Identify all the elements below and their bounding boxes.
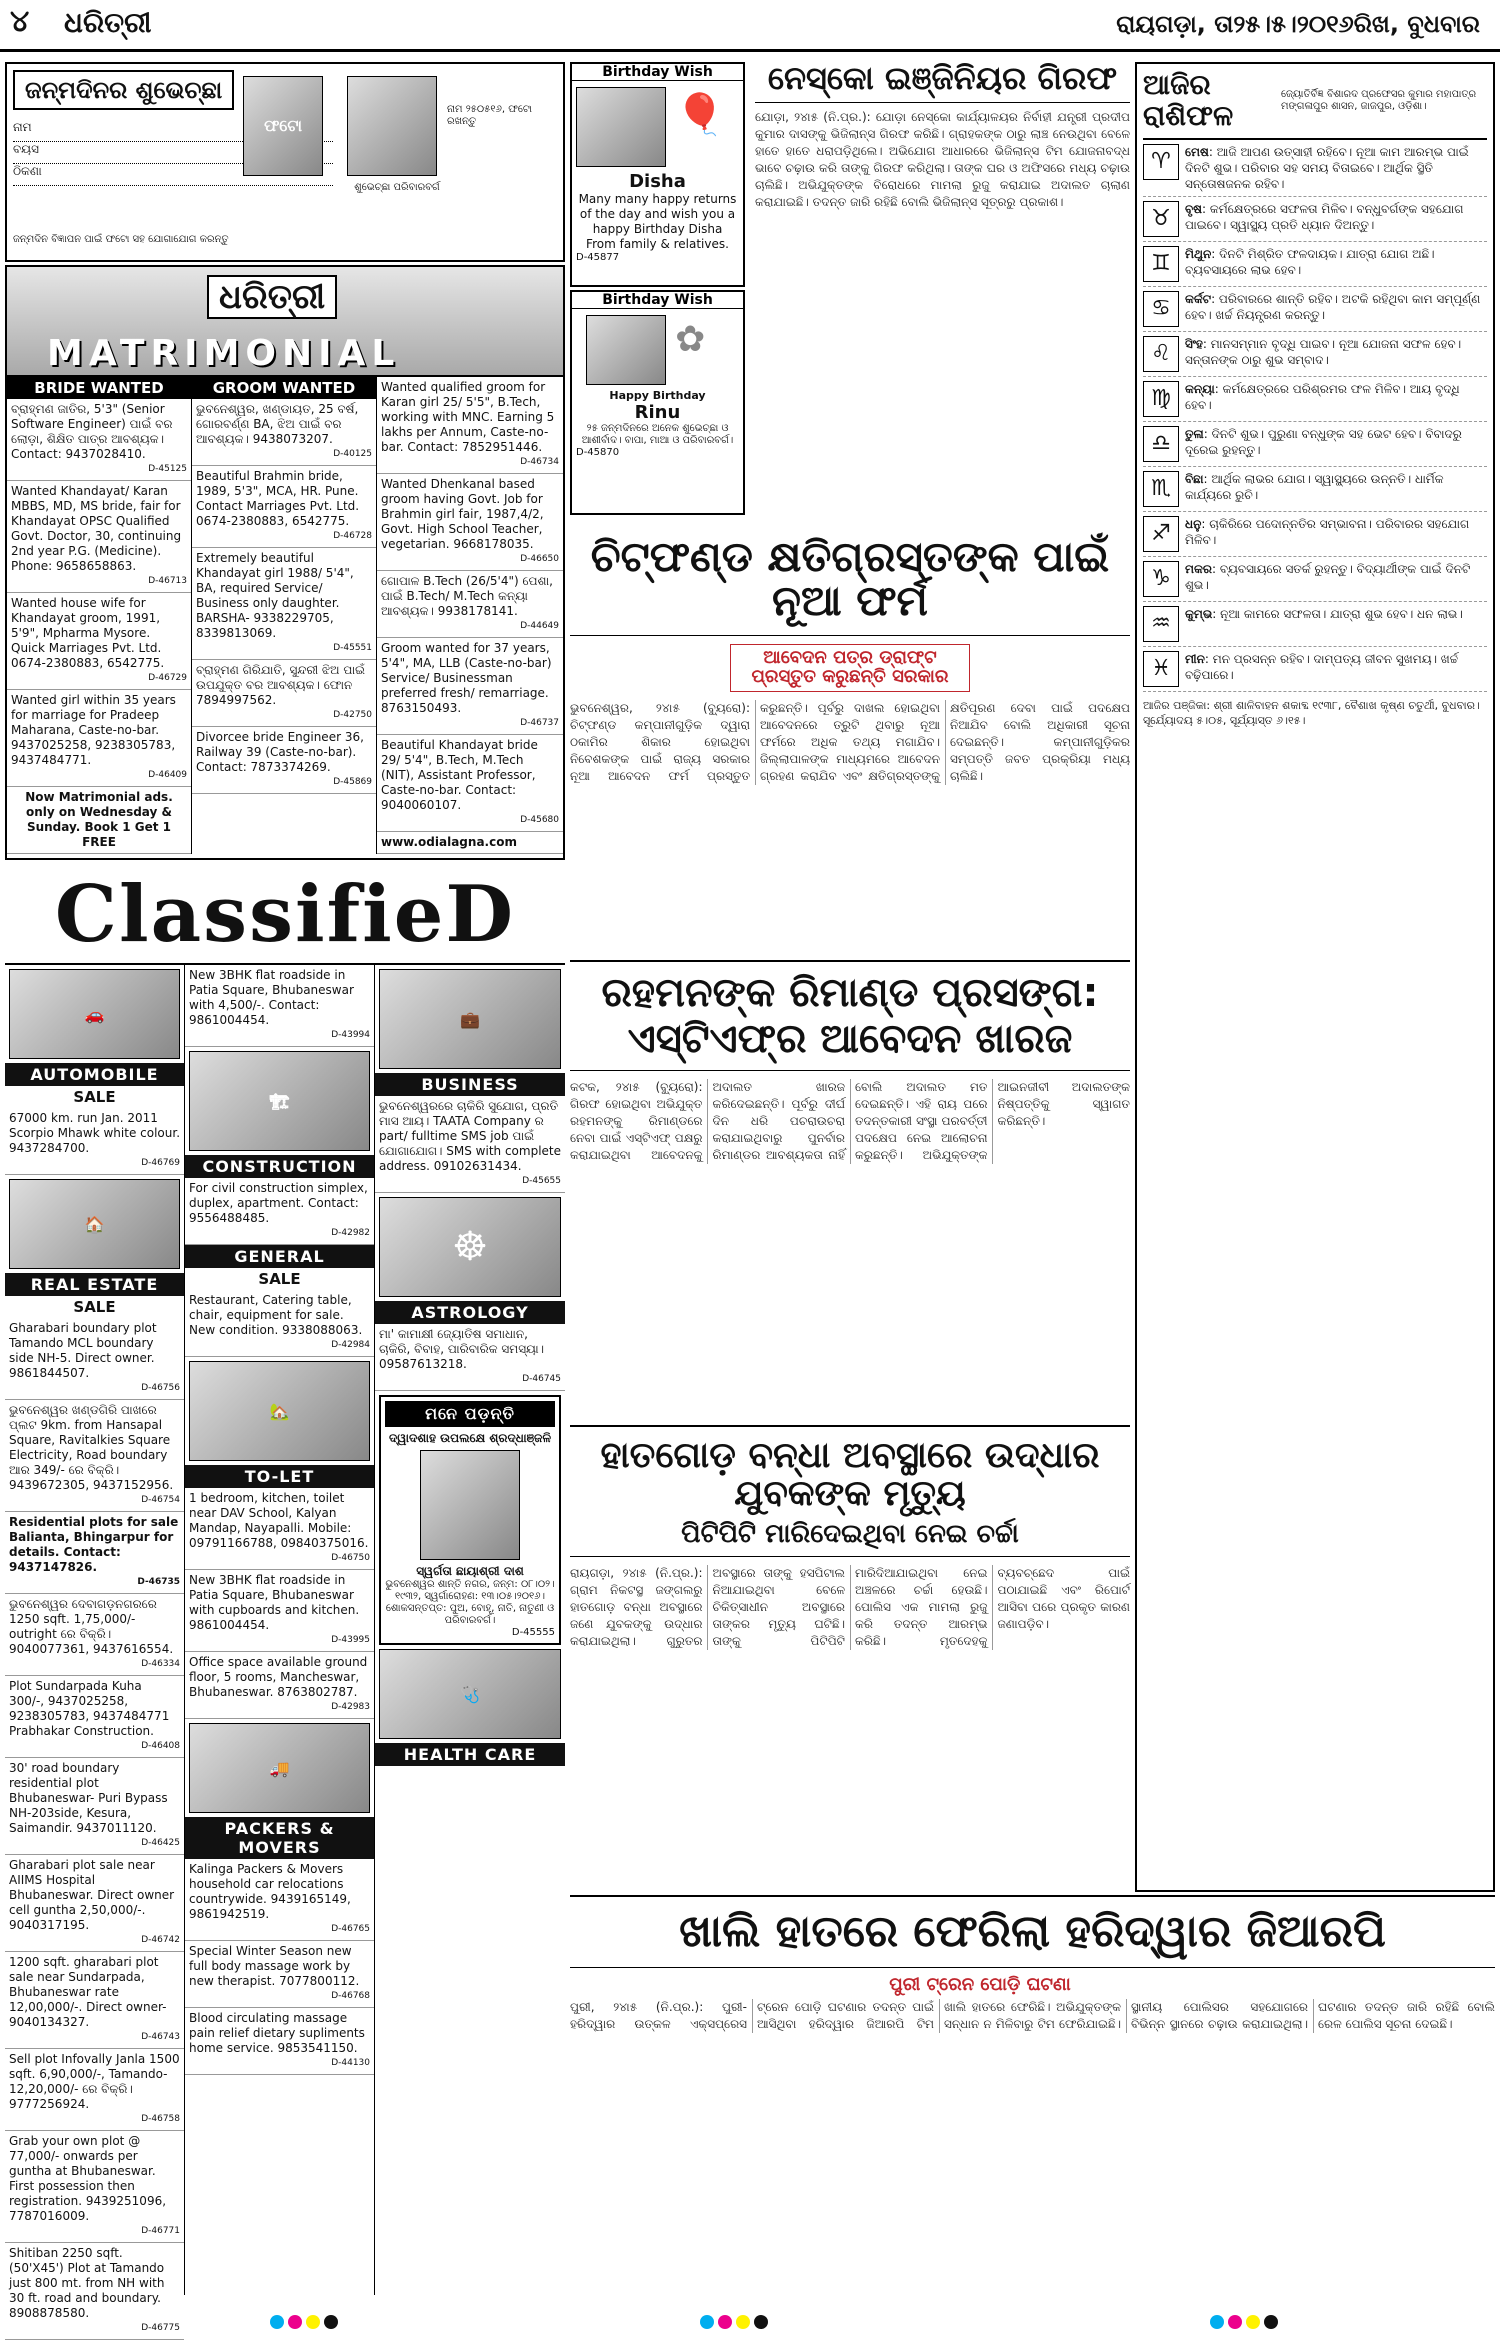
zodiac-symbol-icon: ♏ (1143, 471, 1179, 507)
zodiac-sign-row (1143, 557, 1487, 602)
article-body: ଭୁବନେଶ୍ୱର, ୨୪ା୫ (ବ୍ୟୁରୋ): ଚିଟ୍‌ଫଣ୍ଡ କମ୍ପାନୀଗୁଡ଼ିକ ଦ୍ୱାରା ଠକାମିର ଶିକାର ହୋଇଥିବା ନିବେଶକଙ୍କ ପାଇଁ ରାଜ୍ୟ ସରକାର ନୂଆ ଆବେଦନ ଫର୍ମ ପ୍ରସ୍ତୁତ କରୁଛନ୍ତି। ପୂର୍ବରୁ ଦାଖଲ ହୋଇଥିବା ଆବେଦନରେ ତ୍ରୁଟି ଥିବାରୁ ନୂଆ ଫର୍ମରେ ଅଧିକ ତଥ୍ୟ ମଗାଯିବ। ଜିଲ୍ଲାପାଳଙ୍କ ମାଧ୍ୟମରେ ଆବେଦନ ଗ୍ରହଣ କରାଯିବ ଏବଂ କ୍ଷତିଗ୍ରସ୍ତଙ୍କୁ କ୍ଷତିପୂରଣ ଦେବା ପାଇଁ ପଦକ୍ଷେପ ନିଆଯିବ ବୋଲି ଅଧିକାରୀ ସୂଚନା ଦେଇଛନ୍ତି। କମ୍ପାନୀଗୁଡ଼ିକର ସମ୍ପତ୍ତି ଜବତ ପ୍ରକ୍ରିୟା ମଧ୍ୟ ଚାଲିଛି। (570, 700, 1130, 783)
rashiphala-section (1135, 62, 1495, 1892)
matrimonial-ad: Beautiful Brahmin bride, 1989, 5'3", MCA, HR. Pune. Contact Marriages Pvt. Ltd. 0674-2380883, 6542775. D-46728 (192, 466, 376, 548)
rashiphala-header (1143, 70, 1487, 140)
classified-ad: Blood circulating massage pain relief dietary supliments home service. 9853541150. D-44130 (185, 2008, 374, 2075)
car-image: 🚗 (9, 969, 180, 1059)
zodiac-sign-row (1143, 512, 1487, 557)
classified-ad: Grab your own plot @ 77,000/- onwards per guntha at Bhubaneswar. First possession then registration. 9439251096, 7787016009. D-46771 (5, 2131, 184, 2243)
zodiac-prediction: ମନ ପ୍ରସନ୍ନ ରହିବ। ଦାମ୍ପତ୍ୟ ଜୀବନ ସୁଖମୟ। ଖର୍ଚ୍ଚ ବଢ଼ିପାରେ। (1185, 651, 1459, 682)
birthday-form-photo-label: ଶୁଭେଚ୍ଛା ପରିବାରବର୍ଗ (354, 182, 440, 193)
matrimonial-ad: Wanted house wife for Khandayat groom, 1991, 5'9", Mpharma Mysore. Quick Marriages Pvt. Ltd. 0674-2380883, 6542775. D-46729 (7, 593, 191, 690)
bride-wanted-heading: BRIDE WANTED (7, 377, 191, 399)
classified-column-3 (375, 965, 565, 2295)
truck-image: 🚚 (189, 1723, 370, 1813)
zodiac-text: ମୀନ: ମନ ପ୍ରସନ୍ନ ରହିବ। ଦାମ୍ପତ୍ୟ ଜୀବନ ସୁଖମୟ। ଖର୍ଚ୍ଚ ବଢ଼ିପାରେ। (1185, 651, 1459, 682)
matrimonial-section (5, 265, 565, 860)
zodiac-name: ସିଂହ (1185, 336, 1203, 351)
matrimonial-title: MATRIMONIAL (47, 333, 401, 374)
matrimonial-website[interactable]: www.odialagna.com (377, 832, 563, 854)
zodiac-sign-row (1143, 287, 1487, 332)
obituary-text: ଭୁବନେଶ୍ୱର ଶାନ୍ତି ନଗର, ଜନ୍ମ: ୦୮।୦୨।୧୯୩୨, ସ୍ୱର୍ଗାରୋହଣ: ୧୩।୦୫।୨୦୧୬। ଶୋକସନ୍ତପ୍ତ: ପୁଅ, ବୋହୂ, ନାତି, ନାତୁଣୀ ଓ ପରିବାରବର୍ଗ। (385, 1579, 555, 1626)
article-chitfund-form (570, 525, 1130, 955)
page-number: ୪ (10, 4, 30, 39)
category-business: BUSINESS (375, 1073, 565, 1096)
zodiac-prediction: ମାନସମ୍ମାନ ବୃଦ୍ଧି ପାଇବ। ନୂଆ ଯୋଜନା ସଫଳ ହେବ। ସନ୍ତାନଙ୍କ ଠାରୁ ଶୁଭ ସମ୍ବାଦ। (1185, 336, 1462, 367)
zodiac-prediction: କର୍ମକ୍ଷେତ୍ରରେ ସଫଳତା ମିଳିବ। ବନ୍ଧୁବର୍ଗଙ୍କ ସହଯୋଗ ପାଇବେ। ସ୍ୱାସ୍ଥ୍ୟ ପ୍ରତି ଧ୍ୟାନ ଦିଅନ୍ତୁ। (1185, 201, 1464, 232)
zodiac-text: ମେଷ: ଆଜି ଆପଣ ଉତ୍ସାହୀ ରହିବେ। ନୂଆ କାମ ଆରମ୍ଭ ପାଇଁ ଦିନଟି ଶୁଭ। ପରିବାର ସହ ସମୟ ବିତାଇବେ। ଆର୍ଥିକ ସ୍ଥିତି ସନ୍ତୋଷଜନକ ରହିବ। (1185, 144, 1469, 191)
article-subheadline: ପିଟିପିଟି ମାରିଦେଇଥିବା ନେଇ ଚର୍ଚ୍ଚା (570, 1513, 1130, 1557)
category-real-estate: REAL ESTATE (5, 1273, 184, 1296)
zodiac-symbol-icon: ♉ (1143, 201, 1179, 237)
birthday-wish-code: D-45870 (576, 447, 620, 458)
birthday-wish-header: Birthday Wish (572, 64, 743, 81)
zodiac-symbol-icon: ♈ (1143, 144, 1179, 180)
category-construction: CONSTRUCTION (185, 1155, 374, 1178)
birthday-wish-photo (586, 315, 666, 385)
zodiac-prediction: ଆଜି ଆପଣ ଉତ୍ସାହୀ ରହିବେ। ନୂଆ କାମ ଆରମ୍ଭ ପାଇଁ ଦିନଟି ଶୁଭ। ପରିବାର ସହ ସମୟ ବିତାଇବେ। ଆର୍ଥିକ ସ୍ଥିତି ସନ୍ତୋଷଜନକ ରହିବ। (1185, 144, 1469, 191)
zodiac-name: ବିଛା (1185, 471, 1204, 486)
zodiac-name: କୁମ୍ଭ (1185, 606, 1213, 621)
category-automobile: AUTOMOBILE (5, 1063, 184, 1086)
birthday-wish-code: D-45877 (576, 252, 620, 263)
zodiac-symbol-icon: ♒ (1143, 606, 1179, 642)
briefcase-image: 💼 (379, 969, 561, 1069)
classified-ad: For civil construction simplex, duplex, apartment. Contact: 9556488485. D-42982 (185, 1178, 374, 1245)
house-image: 🏡 (189, 1361, 370, 1461)
matrimonial-ad: ଗୋପାଳ B.Tech (26/5'4") ପେଶା, ପାଇଁ B.Tech/ M.Tech କନ୍ୟା ଆବଶ୍ୟକ। 9938178141. D-44649 (377, 571, 563, 638)
page-header (0, 0, 1500, 52)
classified-ad: New 3BHK flat roadside in Patia Square, Bhubaneswar with cupboards and kitchen. 9861004454. D-43995 (185, 1570, 374, 1652)
zodiac-name: ମକର (1185, 561, 1212, 576)
matrimonial-footer-note: Now Matrimonial ads. only on Wednesday & Sunday. Book 1 Get 1 FREE (7, 787, 191, 854)
birthday-wish-message: ୨୫ ଜନ୍ମଦିନରେ ଅନେକ ଶୁଭେଚ୍ଛା ଓ ଆଶୀର୍ବାଦ। ବାପା, ମାଆ ଓ ପରିବାରବର୍ଗ। (581, 423, 734, 446)
article-haridwar-grp (570, 1895, 1495, 2295)
obituary-heading: ମନେ ପଡ଼ନ୍ତି (385, 1401, 555, 1427)
zodiac-symbol-icon: ♌ (1143, 336, 1179, 372)
zodiac-prediction: ପରିବାରରେ ଶାନ୍ତି ରହିବ। ଅଟକି ରହିଥିବା କାମ ସମ୍ପୂର୍ଣ୍ଣ ହେବ। ଖର୍ଚ୍ଚ ନିୟନ୍ତ୍ରଣ କରନ୍ତୁ। (1185, 291, 1481, 322)
birthday-wish-2 (570, 290, 745, 515)
sale-label: SALE (73, 1088, 116, 1106)
zodiac-name: ବୃଷ (1185, 201, 1203, 216)
zodiac-symbol-icon: ♑ (1143, 561, 1179, 597)
birthday-wish-1 (570, 62, 745, 287)
article-youth-death (570, 1425, 1130, 1885)
registration-dot-magenta (288, 2315, 302, 2329)
flower-icon: ✿ (675, 319, 706, 360)
registration-dot-cyan (270, 2315, 284, 2329)
classified-ad: ଭୁବନେଶ୍ୱର ଖଣ୍ଡଗିରି ପାଖରେ ପ୍ଲଟ 9km. from Hansapal Square, Ravitalkies Square Electricity, Road boundary ଆର 349/- ରେ ବିକ୍ରି। 9439672305, 9437152956. D-46754 (5, 1400, 184, 1512)
dateline: ରାୟଗଡ଼ା, ତା୨୫।୫।୨୦୧୬ରିଖ, ବୁଧବାର (1116, 10, 1480, 38)
zodiac-sign-row (1143, 647, 1487, 692)
groom-wanted-column (192, 377, 377, 854)
zodiac-text: ବୃଷ: କର୍ମକ୍ଷେତ୍ରରେ ସଫଳତା ମିଳିବ। ବନ୍ଧୁବର୍ଗଙ୍କ ସହଯୋଗ ପାଇବେ। ସ୍ୱାସ୍ଥ୍ୟ ପ୍ରତି ଧ୍ୟାନ ଦିଅନ୍ତୁ। (1185, 201, 1464, 232)
zodiac-list (1143, 140, 1487, 692)
article-body: ରାୟଗଡ଼ା, ୨୪ା୫ (ନି.ପ୍ର.): ଗ୍ରାମ ନିକଟସ୍ଥ ଜଙ୍ଗଲରୁ ହାତଗୋଡ଼ ବନ୍ଧା ଅବସ୍ଥାରେ ଜଣେ ଯୁବକଙ୍କୁ ଉଦ୍ଧାର କରାଯାଇଥିଲା। ଗୁରୁତର ଅବସ୍ଥାରେ ତାଙ୍କୁ ହସପିଟାଲ ନିଆଯାଇଥିବା ବେଳେ ଚିକିତ୍ସାଧୀନ ଅବସ୍ଥାରେ ତାଙ୍କର ମୃତ୍ୟୁ ଘଟିଛି। ତାଙ୍କୁ ପିଟିପିଟି ମାରିଦିଆଯାଇଥିବା ନେଇ ଅଞ୍ଚଳରେ ଚର୍ଚ୍ଚା ହେଉଛି। ପୋଲିସ ଏକ ମାମଲା ରୁଜୁ କରି ତଦନ୍ତ ଆରମ୍ଭ କରିଛି। ମୃତଦେହକୁ ବ୍ୟବଚ୍ଛେଦ ପାଇଁ ପଠାଯାଇଛି ଏବଂ ରିପୋର୍ଟ ଆସିବା ପରେ ପ୍ରକୃତ କାରଣ ଜଣାପଡ଼ିବ। (570, 1565, 1130, 1648)
zodiac-text: କନ୍ୟା: କର୍ମକ୍ଷେତ୍ରରେ ପରିଶ୍ରମର ଫଳ ମିଳିବ। ଆୟ ବୃଦ୍ଧି ହେବ। (1185, 381, 1460, 412)
matrimonial-right-column (377, 377, 563, 854)
article-headline: ନେସ୍କୋ ଇଞ୍ଜିନିୟର ଗିରଫ (755, 62, 1130, 103)
classified-ad: New 3BHK flat roadside in Patia Square, Bhubaneswar with 4,500/-. Contact: 9861004454. D-43994 (185, 965, 374, 1047)
article-headline: ହାତଗୋଡ଼ ବନ୍ଧା ଅବସ୍ଥାରେ ଉଦ୍ଧାର ଯୁବକଙ୍କ ମୃତ୍ୟୁ (600, 1435, 1100, 1514)
sale-label: SALE (73, 1298, 116, 1316)
zodiac-prediction: ବ୍ୟବସାୟରେ ସତର୍କ ରୁହନ୍ତୁ। ବିଦ୍ୟାର୍ଥୀଙ୍କ ପାଇଁ ଦିନଟି ଶୁଭ। (1185, 561, 1471, 592)
birthday-wish-name: Disha (629, 171, 686, 192)
rashiphala-title: ଆଜିର ରାଶିଫଳ (1143, 68, 1234, 132)
birthday-wish-greeting: Happy Birthday (609, 389, 706, 402)
matrimonial-ad: Wanted Khandayat/ Karan MBBS, MD, MS bride, fair for Khandayat OPSC Qualified Govt. Doctor, 30, continuing 2nd year P.G. (Medicine). Phone: 9658658863. D-46713 (7, 481, 191, 593)
registration-dot-black (754, 2315, 768, 2329)
classified-ad: Sell plot Infovally Janla 1500 sqft. 6,90,000/-, Tamando- 12,20,000/- ରେ ବିକ୍ରି। 9777256924. D-46758 (5, 2049, 184, 2131)
obituary-subheading: ଦ୍ୱାଦଶାହ ଉପଲକ୍ଷେ ଶ୍ରଦ୍ଧାଞ୍ଜଳି (388, 1431, 552, 1445)
bride-wanted-column (7, 377, 192, 854)
zodiac-text: କର୍କଟ: ପରିବାରରେ ଶାନ୍ତି ରହିବ। ଅଟକି ରହିଥିବା କାମ ସମ୍ପୂର୍ଣ୍ଣ ହେବ। ଖର୍ଚ୍ଚ ନିୟନ୍ତ୍ରଣ କରନ୍ତୁ। (1185, 291, 1481, 322)
birthday-form-photo-caption: ନାମ ୨୫୦୫୧୬, ଫଟୋ ରଖନ୍ତୁ (447, 104, 533, 127)
obituary-code: D-45555 (511, 1627, 555, 1638)
classified-title: ClassifieD (5, 865, 565, 965)
registration-dot-black (1264, 2315, 1278, 2329)
birthday-wish-header: Birthday Wish (572, 292, 743, 309)
matrimonial-ad: ବ୍ରାହ୍ମଣ ଗିରିଯାତି, ସୁନ୍ଦରୀ ଝିଅ ପାଇଁ ଉପଯୁକ୍ତ ବର ଆବଶ୍ୟକ। ଫୋନ 7894997562. D-42750 (192, 660, 376, 727)
zodiac-text: ତୁଳା: ଦିନଟି ଶୁଭ। ପୁରୁଣା ବନ୍ଧୁଙ୍କ ସହ ଭେଟ ହେବ। ବିବାଦରୁ ଦୂରେଇ ରୁହନ୍ତୁ। (1185, 426, 1462, 457)
zodiac-sign-row (1143, 140, 1487, 197)
classified-ad: Kalinga Packers & Movers household car relocations countrywide. 9439165149, 9861942519. D-46765 (185, 1859, 374, 1941)
classified-ad: 30' road boundary residential plot Bhubaneswar- Puri Bypass NH-203side, Kesura, Saimandir. 9437011120. D-46425 (5, 1758, 184, 1855)
classified-ad: Plot Sundarpada Kuha 300/-, 9437025258, 9238305783, 9437484771 Prabhakar Construction. D-46408 (5, 1676, 184, 1758)
zodiac-wheel-image: ☸ (379, 1197, 561, 1297)
article-subheadline: ଆବେଦନ ପତ୍ର ଡ୍ରାଫ୍ଟ ପ୍ରସ୍ତୁତ କରୁଛନ୍ତି ସରକାର (730, 644, 970, 692)
birthday-form-note: ଜନ୍ମଦିନ ବିଜ୍ଞାପନ ପାଇଁ ଫଟୋ ସହ ଯୋଗାଯୋଗ କରନ୍ତୁ (13, 234, 229, 245)
zodiac-sign-row (1143, 377, 1487, 422)
print-registration-marks (0, 2310, 1500, 2335)
article-headline: ଚିଟ୍‌ଫଣ୍ଡ କ୍ଷତିଗ୍ରସ୍ତଙ୍କ ପାଇଁ ନୂଆ ଫର୍ମ (570, 525, 1130, 636)
zodiac-text: ଧନୁ: ଚାକିରିରେ ପଦୋନ୍ନତିର ସମ୍ଭାବନା। ପରିବାରର ସହଯୋଗ ମିଳିବ। (1185, 516, 1470, 547)
zodiac-sign-row (1143, 467, 1487, 512)
zodiac-sign-row (1143, 197, 1487, 242)
category-to-let: TO-LET (185, 1465, 374, 1488)
birthday-wish-message: Many many happy returns of the day and wish you a happy Birthday Disha From family & relatives. (578, 192, 737, 251)
category-packers-movers: PACKERS & MOVERS (185, 1817, 374, 1859)
matrimonial-ad: Beautiful Khandayat bride 29/ 5'4", B.Tech, M.Tech (NIT), Assistant Professor, Caste-no-bar. Contact: 9040060107. D-45680 (377, 735, 563, 832)
zodiac-sign-row (1143, 332, 1487, 377)
general-label: GENERAL (185, 1245, 374, 1268)
matrimonial-logo: ଧରିତ୍ରୀ (207, 275, 337, 319)
classified-ad: 1 bedroom, kitchen, toilet near DAV School, Kalyan Mandap, Nayapalli. Mobile: 09791166788, 09840375016. D-46750 (185, 1488, 374, 1570)
article-nesco-engineer (755, 59, 1130, 517)
obituary-name: ସ୍ୱର୍ଗତା ଛାୟାଶ୍ରୀ ଦାଶ (416, 1564, 524, 1578)
matrimonial-ad: Groom wanted for 37 years, 5'4", MA, LLB (Caste-no-bar) Service/ Businessman preferred fresh/ remarriage. 8763150493. D-46737 (377, 638, 563, 735)
matrimonial-ad: Wanted Dhenkanal based groom having Govt. Job for Brahmin girl fair, 1987,4/2, Govt. High School Teacher, vegetarian. 9668178035. D-46650 (377, 474, 563, 571)
classified-ad: ଭୁବନେଶ୍ୱରରେ ଚାକିରି ସୁଯୋଗ, ପ୍ରତି ମାସ ଆୟ। TAATA Company ର part/ fulltime SMS job ପାଇଁ ଯୋଗାଯୋଗ। SMS with complete address. 09102631434. D-45655 (375, 1096, 565, 1193)
obituary-box (379, 1395, 561, 1645)
groom-wanted-heading: GROOM WANTED (192, 377, 376, 399)
article-headline-line-1: ରହମନଙ୍କ ରିମାଣ୍ଡ ପ୍ରସଙ୍ଗ: (601, 970, 1099, 1016)
zodiac-text: କୁମ୍ଭ: ନୂଆ କାମରେ ସଫଳତା। ଯାତ୍ରା ଶୁଭ ହେବ। ଧନ ଲାଭ। (1185, 606, 1463, 621)
zodiac-symbol-icon: ♐ (1143, 516, 1179, 552)
zodiac-name: କନ୍ୟା (1185, 381, 1215, 396)
sale-label: SALE (258, 1270, 301, 1288)
registration-dot-magenta (1228, 2315, 1242, 2329)
zodiac-name: ତୁଳା (1185, 426, 1204, 441)
classified-column-2 (185, 965, 375, 2295)
house-image: 🏠 (9, 1179, 180, 1269)
registration-dot-magenta (718, 2315, 732, 2329)
article-rahaman-remand (570, 960, 1130, 1420)
zodiac-symbol-icon: ♊ (1143, 246, 1179, 282)
classified-ad: Restaurant, Catering table, chair, equipment for sale. New condition. 9338088063. D-42984 (185, 1290, 374, 1357)
construction-image: 🏗 (189, 1051, 370, 1151)
birthday-form-photo-2 (347, 76, 437, 176)
birthday-wish-photo (576, 87, 666, 167)
zodiac-prediction: ଚାକିରିରେ ପଦୋନ୍ନତିର ସମ୍ଭାବନା। ପରିବାରର ସହଯୋଗ ମିଳିବ। (1185, 516, 1470, 547)
zodiac-prediction: ଦିନଟି ମିଶ୍ରିତ ଫଳଦାୟକ। ଯାତ୍ରା ଯୋଗ ଅଛି। ବ୍ୟବସାୟରେ ଲାଭ ହେବ। (1185, 246, 1435, 277)
birthday-wish-name: Rinu (634, 402, 681, 423)
form-field-age[interactable]: ବୟସ (13, 142, 333, 164)
form-field-name[interactable]: ନାମ (13, 120, 333, 142)
classified-ad: Gharabari plot sale near AIIMS Hospital Bhubaneswar. Direct owner cell guntha 2,50,000/-. 9040317195. D-46742 (5, 1855, 184, 1952)
stethoscope-image: 🩺 (379, 1649, 561, 1739)
zodiac-prediction: ଦିନଟି ଶୁଭ। ପୁରୁଣା ବନ୍ଧୁଙ୍କ ସହ ଭେଟ ହେବ। ବିବାଦରୁ ଦୂରେଇ ରୁହନ୍ତୁ। (1185, 426, 1462, 457)
registration-dot-yellow (306, 2315, 320, 2329)
registration-dot-cyan (700, 2315, 714, 2329)
classified-column-1 (5, 965, 185, 2333)
registration-dot-cyan (1210, 2315, 1224, 2329)
category-astrology: ASTROLOGY (375, 1301, 565, 1324)
zodiac-symbol-icon: ♎ (1143, 426, 1179, 462)
article-body: ପୁରୀ, ୨୪ା୫ (ନି.ପ୍ର.): ପୁରୀ-ହରିଦ୍ୱାର ଉତ୍କଳ ଏକ୍ସପ୍ରେସ ଟ୍ରେନ ପୋଡ଼ି ଘଟଣାର ତଦନ୍ତ ପାଇଁ ଆସିଥିବା ହରିଦ୍ୱାର ଜିଆରପି ଟିମ ଖାଲି ହାତରେ ଫେରିଛି। ଅଭିଯୁକ୍ତଙ୍କ ସନ୍ଧାନ ନ ମିଳିବାରୁ ଟିମ ଫେରିଯାଇଛି। ସ୍ଥାନୀୟ ପୋଲିସର ସହଯୋଗରେ ବିଭିନ୍ନ ସ୍ଥାନରେ ଚଢ଼ାଉ କରାଯାଇଥିଲା। ଘଟଣାର ତଦନ୍ତ ଜାରି ରହିଛି ବୋଲି ରେଳ ପୋଲିସ ସୂଚନା ଦେଇଛି। (570, 2000, 1495, 2032)
classified-ad: Special Winter Season new full body massage work by new therapist. 7077800112. D-46768 (185, 1941, 374, 2008)
zodiac-text: ମିଥୁନ: ଦିନଟି ମିଶ୍ରିତ ଫଳଦାୟକ। ଯାତ୍ରା ଯୋଗ ଅଛି। ବ୍ୟବସାୟରେ ଲାଭ ହେବ। (1185, 246, 1435, 277)
zodiac-symbol-icon: ♍ (1143, 381, 1179, 417)
zodiac-text: ବିଛା: ଆର୍ଥିକ ଲାଭର ଯୋଗ। ସ୍ୱାସ୍ଥ୍ୟରେ ଉନ୍ନତି। ଧାର୍ମିକ କାର୍ଯ୍ୟରେ ରୁଚି। (1185, 471, 1444, 502)
zodiac-sign-row (1143, 242, 1487, 287)
balloon-icon: 🎈 (675, 92, 725, 138)
rashiphala-astrologer: ଜ୍ୟୋତିର୍ବିଜ୍ଞ ବିଶାରଦ ପ୍ରଫେସର କୁମାର ମହାପାତ୍ର ମଙ୍ଗଳାପୁର ଶାସନ, ଜାଜପୁର, ଓଡ଼ିଶା। (1281, 88, 1477, 112)
classified-ad: 67000 km. run Jan. 2011 Scorpio Mhawk white colour. 9437284700. D-46769 (5, 1108, 184, 1175)
classified-ad: Gharabari boundary plot Tamando MCL boundary side NH-5. Direct owner. 9861844507. D-46756 (5, 1318, 184, 1400)
paper-logo: ଧରିତ୍ରୀ (64, 6, 152, 39)
zodiac-name: ମିଥୁନ (1185, 246, 1212, 261)
matrimonial-ad: Extremely beautiful Khandayat girl 1988/ 5'4", BA, required Service/ Business only daughter. BARSHA- 9338229705, 8339813069. D-45551 (192, 548, 376, 660)
classified-ad: Office space available ground floor, 5 rooms, Mancheswar, Bhubaneswar. 8763802787. D-42983 (185, 1652, 374, 1719)
zodiac-sign-row (1143, 422, 1487, 467)
zodiac-prediction: କର୍ମକ୍ଷେତ୍ରରେ ପରିଶ୍ରମର ଫଳ ମିଳିବ। ଆୟ ବୃଦ୍ଧି ହେବ। (1185, 381, 1460, 412)
article-headline: ଖାଲି ହାତରେ ଫେରିଲା ହରିଦ୍ୱାର ଜିଆରପି (570, 1897, 1495, 1968)
form-field-address[interactable]: ଠିକଣା (13, 164, 333, 186)
classified-ad: 1200 sqft. gharabari plot sale near Sundarpada, Bhubaneswar rate 12,00,000/-. Direct owner- 9040134327. D-46743 (5, 1952, 184, 2049)
matrimonial-banner (7, 267, 563, 377)
article-body: କଟକ, ୨୪ା୫ (ବ୍ୟୁରୋ): ଗିରଫ ହୋଇଥିବା ଅଭିଯୁକ୍ତ ରହମନଙ୍କୁ ରିମାଣ୍ଡରେ ନେବା ପାଇଁ ଏସ୍‌ଟିଏଫ୍ ପକ୍ଷରୁ କରାଯାଇଥିବା ଆବେଦନକୁ ଅଦାଲତ ଖାରଜ କରିଦେଇଛନ୍ତି। ପୂର୍ବରୁ ଦୀର୍ଘ ଦିନ ଧରି ପଚରାଉଚରା କରାଯାଇଥିବାରୁ ପୁନର୍ବାର ରିମାଣ୍ଡର ଆବଶ୍ୟକତା ନାହିଁ ବୋଲି ଅଦାଲତ ମତ ଦେଇଛନ୍ତି। ଏହି ରାୟ ପରେ ତଦନ୍ତକାରୀ ସଂସ୍ଥା ପରବର୍ତ୍ତୀ ପଦକ୍ଷେପ ନେଇ ଆଲୋଚନା କରୁଛନ୍ତି। ଅଭିଯୁକ୍ତଙ୍କ ଆଇନଜୀବୀ ଅଦାଲତଙ୍କ ନିଷ୍ପତ୍ତିକୁ ସ୍ୱାଗତ କରିଛନ୍ତି। (570, 1080, 1130, 1162)
zodiac-prediction: ନୂଆ କାମରେ ସଫଳତା। ଯାତ୍ରା ଶୁଭ ହେବ। ଧନ ଲାଭ। (1220, 606, 1463, 621)
zodiac-text: ମକର: ବ୍ୟବସାୟରେ ସତର୍କ ରୁହନ୍ତୁ। ବିଦ୍ୟାର୍ଥୀଙ୍କ ପାଇଁ ଦିନଟି ଶୁଭ। (1185, 561, 1471, 592)
zodiac-name: ମୀନ (1185, 651, 1205, 666)
matrimonial-ad: Divorcee bride Engineer 36, Railway 39 (Caste-no-bar). Contact: 7873374269. D-45869 (192, 727, 376, 794)
birthday-form-photo-1: ଫଟୋ (243, 76, 323, 176)
zodiac-prediction: ଆର୍ଥିକ ଲାଭର ଯୋଗ। ସ୍ୱାସ୍ଥ୍ୟରେ ଉନ୍ନତି। ଧାର୍ମିକ କାର୍ଯ୍ୟରେ ରୁଚି। (1185, 471, 1444, 502)
registration-dot-black (324, 2315, 338, 2329)
classified-ad: ମା' କାମାକ୍ଷୀ ଜ୍ୟୋତିଷ ସମାଧାନ, ଚାକିରି, ବିବାହ, ପାରିବାରିକ ସମସ୍ୟା। 09587613218. D-46745 (375, 1324, 565, 1391)
zodiac-text: ସିଂହ: ମାନସମ୍ମାନ ବୃଦ୍ଧି ପାଇବ। ନୂଆ ଯୋଜନା ସଫଳ ହେବ। ସନ୍ତାନଙ୍କ ଠାରୁ ଶୁଭ ସମ୍ବାଦ। (1185, 336, 1462, 367)
birthday-form-title: ଜନ୍ମଦିନର ଶୁଭେଚ୍ଛା (13, 70, 234, 110)
classified-ad: Residential plots for sale Balianta, Bhingarpur for details. Contact: 9437147826. D-46735 (5, 1512, 184, 1594)
article-headline-line-2: ଏସ୍‌ଟିଏଫ୍‌ର ଆବେଦନ ଖାରଜ (570, 1014, 1130, 1071)
obituary-photo (420, 1450, 520, 1560)
matrimonial-ad: ଭୁବନେଶ୍ୱର, ଖଣ୍ଡାୟତ, 25 ବର୍ଷ, ଗୋରବର୍ଣ୍ଣ BA, ଝିଅ ପାଇଁ ବର ଆବଶ୍ୟକ। 9438073207. D-40125 (192, 399, 376, 466)
matrimonial-ad: Wanted qualified groom for Karan girl 25/ 5'5", B.Tech, working with MNC. Earning 5 lakhs per Annum, Caste-no-bar. Contact: 7852951446. D-46734 (377, 377, 563, 474)
zodiac-name: ମେଷ (1185, 144, 1209, 159)
birthday-form (5, 62, 565, 262)
zodiac-sign-row (1143, 602, 1487, 647)
zodiac-symbol-icon: ♓ (1143, 651, 1179, 687)
registration-dot-yellow (736, 2315, 750, 2329)
classified-section (5, 865, 565, 2333)
classified-ad: ଭୁବନେଶ୍ୱର ଦେବାଗଡ଼ନଗରରେ 1250 sqft. 1,75,000/- outright ରେ ବିକ୍ରି। 9040077361, 9437616554. D-46334 (5, 1594, 184, 1676)
classified-ad: Shitiban 2250 sqft. (50'X45') Plot at Tamando just 800 mt. from NH with 30 ft. road and boundary. 8908878580. D-46775 (5, 2243, 184, 2340)
matrimonial-ad: ବ୍ରାହ୍ମଣ ଜାତିର, 5'3" (Senior Software Engineer) ପାଇଁ ବର ଲୋଡ଼ା, ଶିକ୍ଷିତ ପାତ୍ର ଆବଶ୍ୟକ। Contact: 9437028410. D-45125 (7, 399, 191, 481)
article-body: ଯୋଡ଼ା, ୨୪ା୫ (ନି.ପ୍ର.): ଯୋଡ଼ା ନେସ୍କୋ କାର୍ଯ୍ୟାଳୟର ନିର୍ବାହୀ ଯନ୍ତ୍ରୀ ପ୍ରଦୀପ କୁମାର ଦାସଙ୍କୁ ଭିଜିଲାନ୍ସ ଗିରଫ କରିଛି। ଗ୍ରାହକଙ୍କ ଠାରୁ ଲାଞ୍ଚ ନେଉଥିବା ବେଳେ ହାତେ ହାତେ ଧରାପଡ଼ିଥିଲେ। ଅଭିଯୋଗ ଆଧାରରେ ଭିଜିଲାନ୍ସ ଟିମ ଯୋଜନାବଦ୍ଧ ଭାବେ ଚଢ଼ାଉ କରି ତାଙ୍କୁ ଗିରଫ କରିଥିଲା। ତାଙ୍କ ଘର ଓ ଅଫିସରେ ମଧ୍ୟ ଚଢ଼ାଉ ଚାଲିଛି। ଅଭିଯୁକ୍ତଙ୍କ ବିରୋଧରେ ମାମଲା ରୁଜୁ କରାଯାଇ ଅଦାଲତ ଚାଲାଣ କରାଯାଇଛି। ତଦନ୍ତ ଜାରି ରହିଛି ବୋଲି ଭିଜିଲାନ୍ସ ସୂତ୍ରରୁ ପ୍ରକାଶ। (755, 109, 1130, 209)
registration-dot-yellow (1246, 2315, 1260, 2329)
zodiac-name: କର୍କଟ (1185, 291, 1212, 306)
panjika-note: ଆଜିର ପଞ୍ଜିକା: ଶ୍ରୀ ଶାଳିବାହନ ଶକାବ୍ଦ ୧୯୩୮, ବୈଶାଖ କୃଷ୍ଣ ଚତୁର୍ଥୀ, ବୁଧବାର। ସୂର୍ଯ୍ୟୋଦୟ ୫।୦୫, ସୂର୍ଯ୍ୟାସ୍ତ ୬।୧୫। (1143, 698, 1480, 727)
category-health-care: HEALTH CARE (375, 1743, 565, 1766)
matrimonial-ad: Wanted girl within 35 years for marriage for Pradeep Maharana, Caste-no-bar. 9437025258, 9238305783, 9437484771. D-46409 (7, 690, 191, 787)
zodiac-name: ଧନୁ (1185, 516, 1202, 531)
article-subheadline: ପୁରୀ ଟ୍ରେନ ପୋଡ଼ି ଘଟଣା (889, 1974, 1071, 1996)
zodiac-symbol-icon: ♋ (1143, 291, 1179, 327)
